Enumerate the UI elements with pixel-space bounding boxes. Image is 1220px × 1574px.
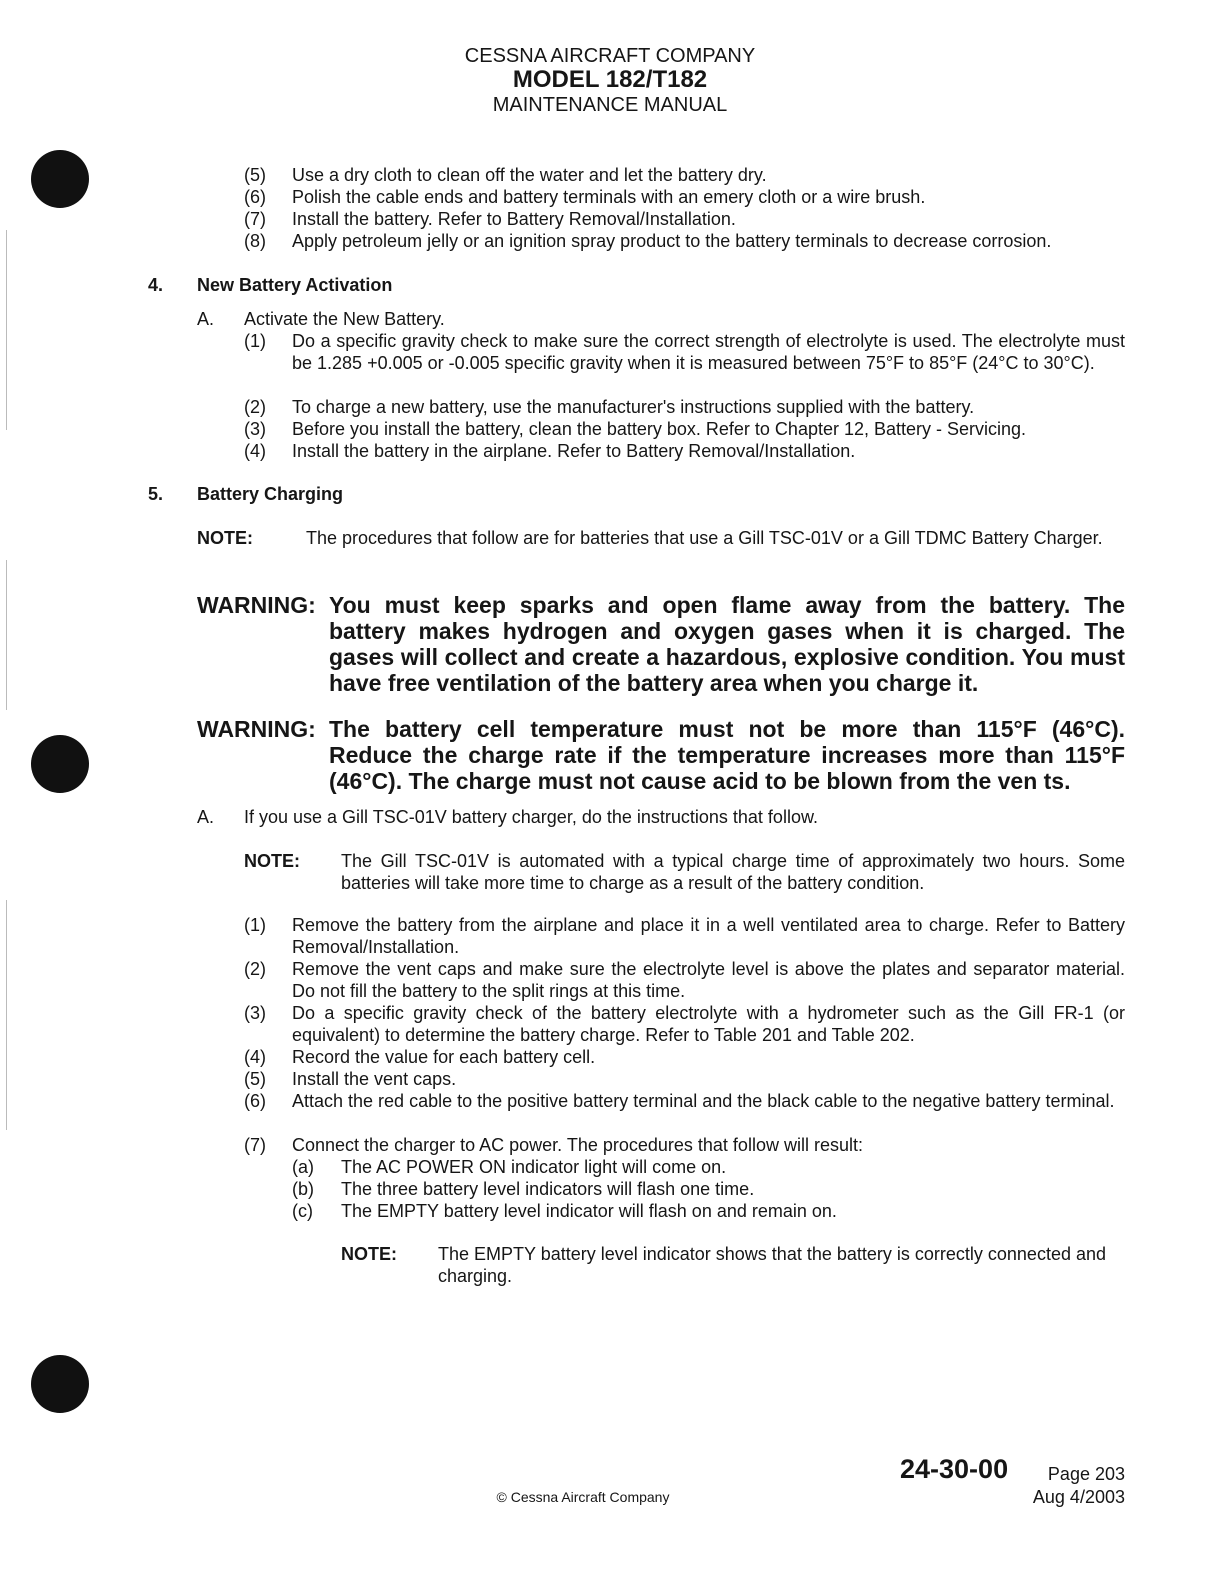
step-number: (7) bbox=[244, 209, 266, 229]
binder-hole-middle bbox=[31, 735, 89, 793]
step-text: Do a specific gravity check of the battery electrolyte with a hydrometer such as the Gill FR-1 (or equivalent) to determine the battery charge. Refer to Table 201 and Table 202. bbox=[292, 1003, 1125, 1045]
step-text: Install the battery in the airplane. Refer to Battery Removal/Installation. bbox=[292, 441, 856, 461]
manual-title: MAINTENANCE MANUAL bbox=[492, 94, 728, 116]
step-number: (3) bbox=[244, 1003, 266, 1023]
note-text: The Gill TSC-01V is automated with a typical charge time of approximately two hours. Some batteries will take more time to charge as a result of the battery condition. bbox=[341, 851, 1125, 893]
model-title: MODEL 182/T182 bbox=[512, 66, 708, 93]
binder-hole-top bbox=[31, 150, 89, 208]
subsection-title: If you use a Gill TSC-01V battery charger, do the instructions that follow. bbox=[244, 807, 818, 827]
step-text: Do a specific gravity check to make sure the correct strength of electrolyte is used. The electrolyte must be 1.285 +0.005 or -0.005 specific gravity when it is measured between 75°F to 85°F (24°C to 30°C). bbox=[292, 331, 1125, 373]
step-number: (2) bbox=[244, 397, 266, 417]
scan-mark bbox=[6, 900, 7, 1130]
warning-label: WARNING: bbox=[197, 716, 316, 742]
step-number: (7) bbox=[244, 1135, 266, 1155]
note-label: NOTE: bbox=[197, 528, 253, 548]
scan-mark bbox=[6, 560, 7, 710]
subsection-letter: A. bbox=[197, 309, 215, 329]
substep-letter: (b) bbox=[292, 1179, 314, 1199]
step-number: (8) bbox=[244, 231, 266, 251]
binder-hole-bottom bbox=[31, 1355, 89, 1413]
step-text: Use a dry cloth to clean off the water and let the battery dry. bbox=[292, 165, 767, 185]
subsection-title: Activate the New Battery. bbox=[244, 309, 445, 329]
step-number: (6) bbox=[244, 1091, 266, 1111]
note-text: The EMPTY battery level indicator shows that the battery is correctly connected and charging. bbox=[438, 1244, 1106, 1286]
step-number: (1) bbox=[244, 331, 266, 351]
step-text: Install the battery. Refer to Battery Removal/Installation. bbox=[292, 209, 736, 229]
step-number: (6) bbox=[244, 187, 266, 207]
step-text: Remove the vent caps and make sure the electrolyte level is above the plates and separator material. Do not fill the battery to the split rings at this time. bbox=[292, 959, 1125, 1001]
step-number: (1) bbox=[244, 915, 266, 935]
step-text: Remove the battery from the airplane and place it in a well ventilated area to charge. Refer to Battery Removal/Installation. bbox=[292, 915, 1125, 957]
substep-letter: (c) bbox=[292, 1201, 313, 1221]
step-text: Apply petroleum jelly or an ignition spray product to the battery terminals to decrease corrosion. bbox=[292, 231, 1052, 251]
revision-date: Aug 4/2003 bbox=[1032, 1487, 1125, 1507]
step-text: Install the vent caps. bbox=[292, 1069, 457, 1089]
substep-text: The three battery level indicators will flash one time. bbox=[341, 1179, 755, 1199]
warning-text: You must keep sparks and open flame away from the battery. The battery makes hydrogen and oxygen gases when it is charged. The gases will collect and create a hazardous, explosive condition. You must have free ventilation of the battery area when you charge it. bbox=[329, 592, 1125, 696]
note-text: The procedures that follow are for batteries that use a Gill TSC-01V or a Gill TDMC Battery Charger. bbox=[306, 528, 1103, 548]
step-text: Record the value for each battery cell. bbox=[292, 1047, 596, 1067]
step-number: (5) bbox=[244, 165, 266, 185]
subsection-letter: A. bbox=[197, 807, 215, 827]
company-name: CESSNA AIRCRAFT COMPANY bbox=[464, 45, 756, 67]
step-number: (4) bbox=[244, 1047, 266, 1067]
substep-text: The AC POWER ON indicator light will come on. bbox=[341, 1157, 727, 1177]
page-number: Page 203 bbox=[1047, 1464, 1125, 1484]
step-text: Before you install the battery, clean the battery box. Refer to Chapter 12, Battery - Servicing. bbox=[292, 419, 1027, 439]
doc-number: 24-30-00 bbox=[900, 1454, 1009, 1484]
warning-label: WARNING: bbox=[197, 592, 316, 618]
scan-mark bbox=[6, 230, 7, 430]
substep-text: The EMPTY battery level indicator will flash on and remain on. bbox=[341, 1201, 837, 1221]
step-text: Attach the red cable to the positive battery terminal and the black cable to the negative battery terminal. bbox=[292, 1091, 1115, 1111]
step-number: (2) bbox=[244, 959, 266, 979]
substep-letter: (a) bbox=[292, 1157, 314, 1177]
section-number: 4. bbox=[148, 275, 164, 295]
section-title: Battery Charging bbox=[197, 484, 344, 504]
step-text: Connect the charger to AC power. The procedures that follow will result: bbox=[292, 1135, 863, 1155]
note-label: NOTE: bbox=[244, 851, 300, 871]
warning-text: The battery cell temperature must not be more than 115°F (46°C). Reduce the charge rate if the temperature increases more than 115°F (46°C). The charge must not cause acid to be blown from the ven ts. bbox=[329, 716, 1125, 794]
step-number: (3) bbox=[244, 419, 266, 439]
step-text: Polish the cable ends and battery terminals with an emery cloth or a wire brush. bbox=[292, 187, 926, 207]
step-text: To charge a new battery, use the manufacturer's instructions supplied with the battery. bbox=[292, 397, 975, 417]
step-number: (5) bbox=[244, 1069, 266, 1089]
section-number: 5. bbox=[148, 484, 164, 504]
note-label: NOTE: bbox=[341, 1244, 397, 1264]
step-number: (4) bbox=[244, 441, 266, 461]
section-title: New Battery Activation bbox=[197, 275, 393, 295]
copyright: © Cessna Aircraft Company bbox=[496, 1489, 670, 1505]
